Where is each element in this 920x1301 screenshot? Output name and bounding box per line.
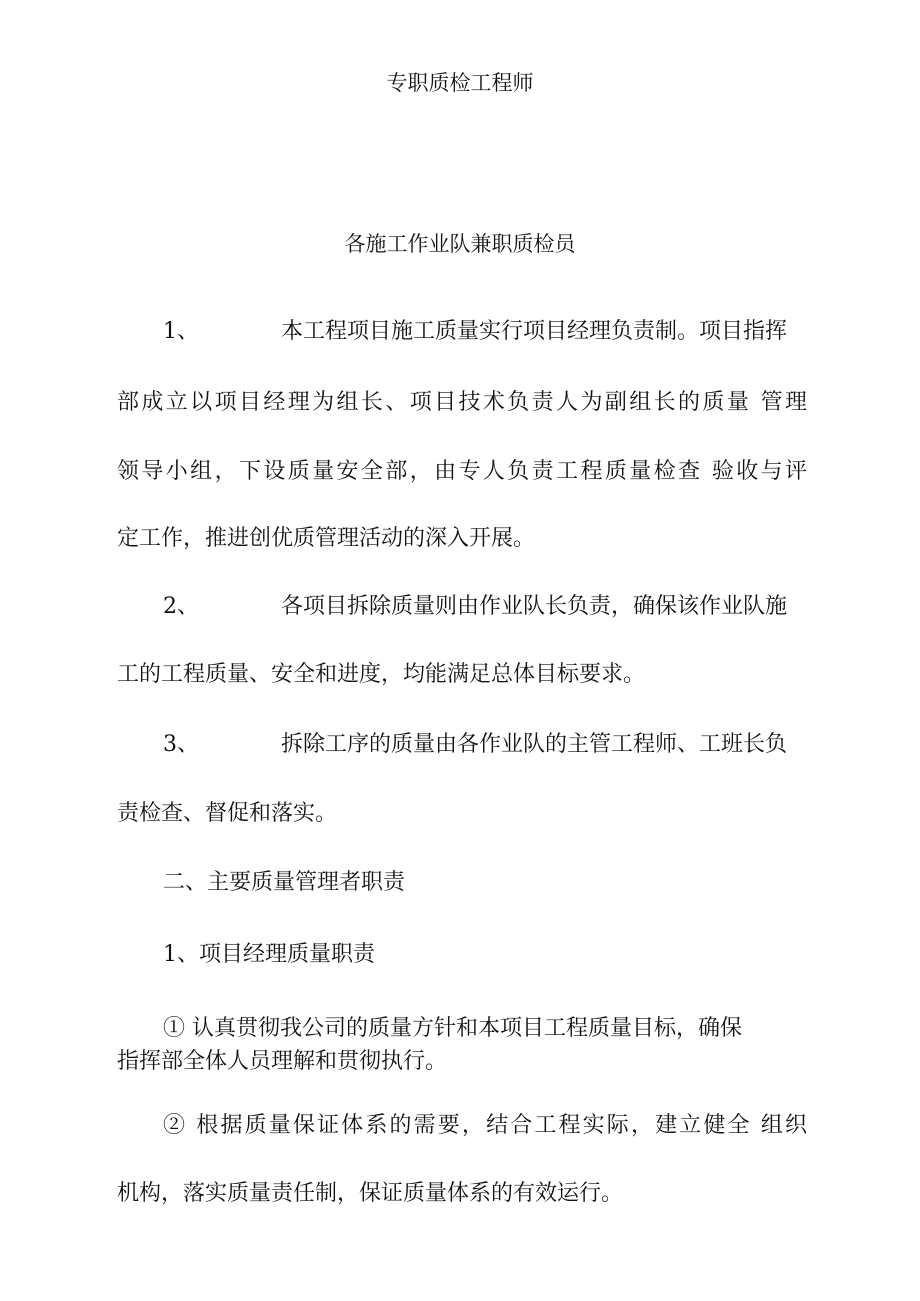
paragraph-1-line-1 (163, 317, 807, 347)
paragraph-1-text: 本工程项目施工质量实行项目经理负责制。项目指挥 (281, 319, 788, 344)
paragraph-2-line-2: 工的工程质量、安全和进度，均能满足总体目标要求。 (117, 662, 646, 687)
paragraph-1-line-4: 定工作，推进创优质管理活动的深入开展。 (117, 526, 536, 551)
paragraph-3-number: 3、 (163, 732, 199, 757)
section-heading: 二、主要质量管理者职责 (163, 870, 406, 895)
subsection-heading: 1、项目经理质量职责 (163, 942, 375, 967)
heading-quality-engineer: 专职质检工程师 (386, 71, 534, 95)
paragraph-3-line-1 (163, 730, 807, 760)
paragraph-1-line-3: 领导小组，下设质量安全部，由专人负责工程质量检查 验收与评 (117, 459, 807, 484)
paragraph-1-number: 1、 (163, 319, 199, 344)
paragraph-3-line-2: 责检查、督促和落实。 (117, 801, 338, 826)
paragraph-1-line-2: 部成立以项目经理为组长、项目技术负责人为副组长的质量 管理 (117, 390, 807, 415)
paragraph-3-text: 拆除工序的质量由各作业队的主管工程师、工班长负 (281, 732, 788, 757)
paragraph-2-number: 2、 (163, 594, 199, 619)
heading-team-inspector: 各施工作业队兼职质检员 (344, 232, 576, 256)
paragraph-2-text: 各项目拆除质量则由作业队长负责，确保该作业队施 (281, 594, 788, 619)
paragraph-2-line-1 (163, 592, 807, 622)
item-1-line-1: ① 认真贯彻我公司的质量方针和本项目工程质量目标，确保 (163, 1016, 742, 1041)
item-2-line-2: 机构，落实质量责任制，保证质量体系的有效运行。 (117, 1181, 624, 1206)
item-2-line-1: ② 根据质量保证体系的需要，结合工程实际，建立健全 组织 (163, 1113, 807, 1138)
item-1-line-2: 指挥部全体人员理解和贯彻执行。 (117, 1049, 448, 1074)
